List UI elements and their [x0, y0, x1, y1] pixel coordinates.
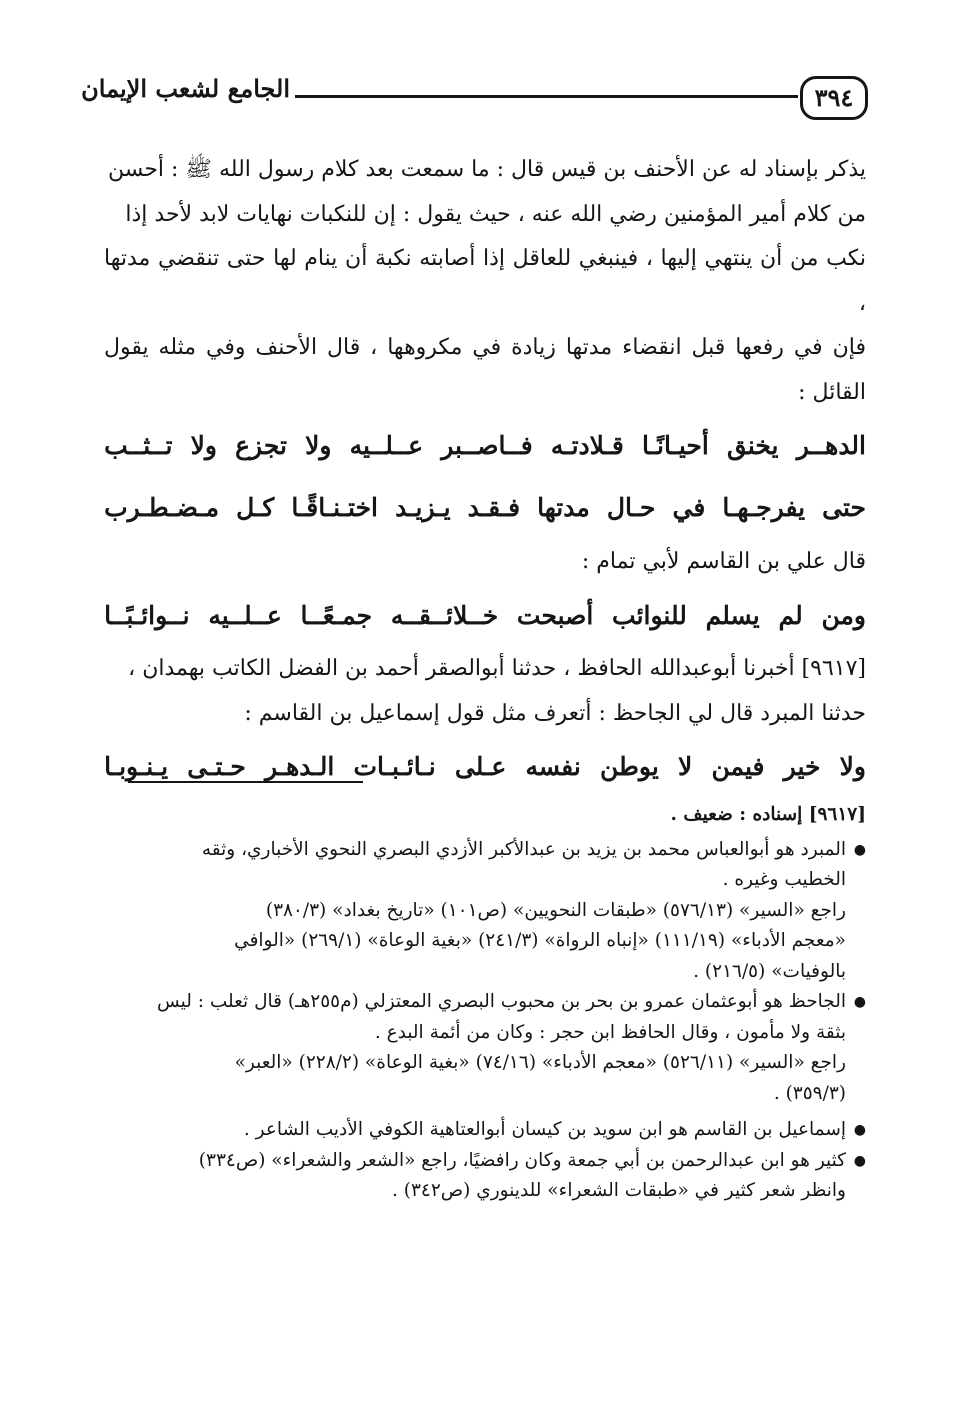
footnote-2	[104, 987, 866, 1109]
text-line: [٩٦١٧] أخبرنا أبوعبدالله الحافظ ، حدثنا أبوالصقر أحمد بن الفضل الكاتب بهمدان ،	[128, 656, 866, 681]
header-rule	[295, 95, 798, 98]
footnote-line	[104, 1146, 866, 1177]
text-line: حدثنا المبرد قال لي الجاحظ : أتعرف مثل قول إسماعيل بن القاسم :	[244, 700, 866, 726]
footnote-ref-line: بالوفيات» (٢١٦/٥) .	[693, 960, 846, 982]
footnote-line: وانظر شعر كثير في «طبقات الشعراء» للدينوري (ص٣٤٢) .	[391, 1180, 846, 1201]
bullet-icon: ●	[853, 994, 866, 1010]
verse-word: فـقـد	[467, 493, 521, 522]
verse-word: في	[672, 493, 706, 522]
footnote-line	[104, 987, 866, 1018]
footnote-line: الخطيب وغيره .	[722, 869, 846, 890]
footnote-line	[104, 835, 866, 866]
verse-word: حـتـى	[187, 752, 246, 781]
verse-word: يفرجـهـا	[722, 493, 806, 522]
verse-4	[104, 736, 866, 798]
bullet-icon: ●	[853, 1122, 866, 1138]
page-header	[81, 66, 868, 126]
text-line: فإن في رفعها قبل انقضاء مدتها زيادة في مكروهها ، قال الأحنف وفي مثله يقول القائل :	[104, 335, 866, 405]
page-number: ٣٩٤	[800, 76, 868, 120]
verse-word: نفسه	[525, 752, 581, 781]
footnote-line: بثقة ولا مأمون ، وقال الحافظ ابن حجر : وكان من أئمة البدع .	[374, 1021, 846, 1043]
verse-3	[104, 585, 866, 647]
verse-word: تجزع	[235, 431, 287, 460]
verse-word: كـل	[236, 493, 275, 522]
verse-word: ولا	[839, 752, 866, 781]
verse-word: ومن	[821, 601, 866, 630]
verse-word: خــلائــقــه	[390, 601, 499, 630]
verse-word: اختـنـاقًـا	[291, 493, 378, 522]
verse-word: للنوائب	[612, 601, 687, 630]
bullet-icon: ●	[853, 1152, 866, 1169]
footnote-text: إسماعيل بن القاسم هو ابن سويد بن كيسان أبوالعتاهية الكوفي الأديب الشاعر .	[243, 1119, 846, 1140]
verse-word: جمـعًــا	[300, 601, 373, 630]
footnote-4	[104, 1146, 866, 1207]
footnote-1	[104, 835, 866, 988]
verse-word: عــلــيه	[208, 601, 282, 630]
footnote-ref-line: (٣٥٩/٣) .	[773, 1082, 846, 1104]
verse-word: مدتها	[537, 493, 590, 522]
verse-1	[104, 415, 866, 477]
text-line: يذكر بإسناد له عن الأحنف بن قيس قال : ما سمعت بعد كلام رسول الله ﷺ : أحسن	[107, 157, 866, 182]
verse-2	[104, 477, 866, 539]
verse-word: لم	[778, 601, 803, 630]
verse-word: أصبحت	[516, 601, 594, 630]
text-line: من كلام أمير المؤمنين رضي الله عنه ، حيث يقول : إن للنكبات نهايات لابد لأحد إذا	[125, 201, 866, 227]
footnote-line	[104, 1115, 866, 1146]
verse-word: يخنق	[727, 431, 779, 460]
verse-word: خير	[783, 752, 821, 781]
verse-word: الـدهـر	[264, 752, 335, 781]
verse-word: نـائـبـات	[353, 752, 436, 781]
footnote-ref-line: راجع «السير» (٥٧٦/١٣) «طبقات النحويين» (ص١٠١) «تاريخ بغداد» (٣٨٠/٣)	[265, 899, 846, 921]
verse-word: فــاصــبر	[441, 431, 533, 460]
verse-word: لا	[678, 752, 693, 781]
paragraph-2	[104, 647, 866, 736]
bullet-icon: ●	[853, 841, 866, 858]
book-title: الجامع لشعب الإيمان	[81, 74, 290, 103]
verse-word: قـلادتـه	[550, 431, 624, 460]
text-line: نكب من أن ينتهي إليها ، فينبغي للعاقل إذا أصابته نكبة أن ينام لها حتى تنقضي مدتها ،	[104, 246, 866, 316]
main-text	[104, 148, 866, 798]
verse-word: الدهــر	[796, 431, 866, 460]
footnote-text: الجاحظ هو أبوعثمان عمرو بن بحر بن محبوب البصري المعتزلي (م٢٥٥هـ) قال ثعلب : ليس	[157, 991, 846, 1012]
verse-word: يـزيـد	[395, 493, 451, 522]
footnote-ref-line: راجع «السير» (٥٢٦/١١) «معجم الأدباء» (٧٤/١٦) «بغية الوعاة» (٢٢٨/٢) «العبر»	[234, 1052, 846, 1073]
verse-word: مـضـطـرب	[104, 493, 219, 522]
footnote-rule	[128, 781, 363, 783]
footnote-text: كثير هو ابن عبدالرحمن بن أبي جمعة وكان رافضيًا، راجع «الشعر والشعراء» (ص٣٣٤)	[198, 1149, 846, 1171]
verse-word: يوطن	[599, 752, 659, 781]
verse-word: يسلم	[705, 601, 760, 630]
footnotes	[104, 800, 866, 1207]
verse-word: نــوائـبًــا	[104, 601, 190, 630]
footnote-ref-line: «معجم الأدباء» (١١١/١٩) «إنباه الرواة» (٢٤١/٣) «بغية الوعاة» (٢٦٩/١) «الوافي	[234, 930, 846, 951]
paragraph-1	[104, 148, 866, 415]
verse-word: ولا	[305, 431, 332, 460]
footnote-text: المبرد هو أبوالعباس محمد بن يزيد بن عبدالأكبر الأزدي البصري النحوي الأخباري، وثقه	[201, 838, 846, 860]
verse-word: ولا	[190, 431, 217, 460]
verse-word: فيمن	[711, 752, 765, 781]
verse-word: تــثــب	[104, 431, 173, 460]
intro-line: قال علي بن القاسم لأبي تمام :	[581, 549, 866, 574]
verse-word: حتى	[822, 493, 866, 522]
verse-word: عــلــيه	[349, 431, 424, 460]
footnote-3	[104, 1115, 866, 1146]
verse-word: أحيـانًـا	[642, 431, 709, 460]
verse-word: يـنـوبـا	[104, 752, 169, 781]
verse-word: عـلى	[454, 752, 507, 781]
verse-word: حـال	[606, 493, 656, 522]
footnote-head: [٩٦١٧] إسناده : ضعيف .	[670, 804, 866, 825]
